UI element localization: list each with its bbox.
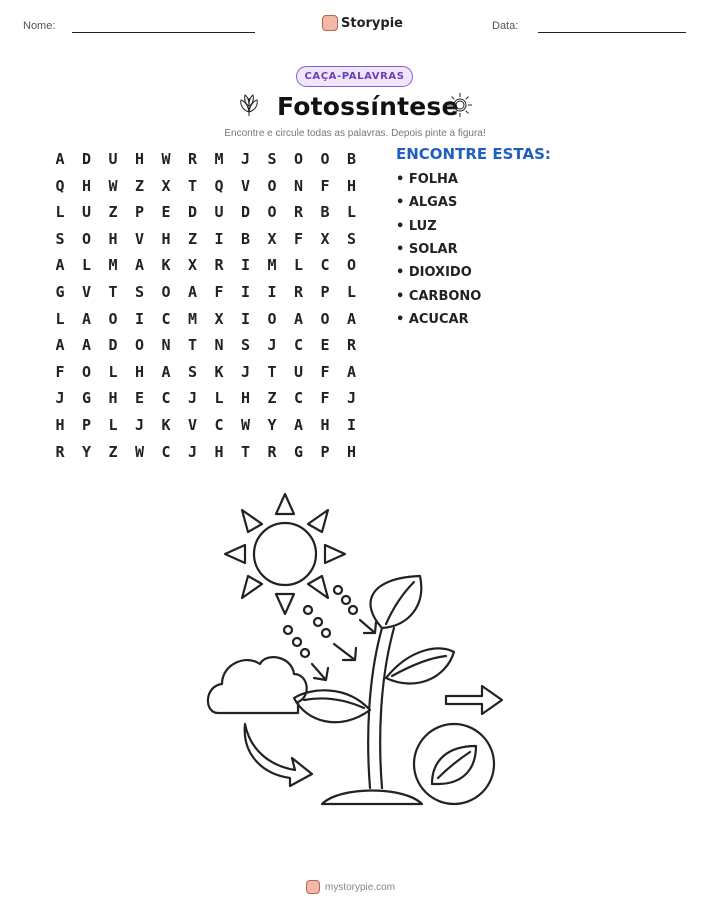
grid-letter[interactable]: C bbox=[320, 256, 330, 275]
grid-letter[interactable]: T bbox=[187, 176, 198, 195]
grid-letter[interactable]: L bbox=[108, 362, 118, 381]
grid-letter[interactable]: H bbox=[108, 389, 118, 408]
grid-letter[interactable]: Z bbox=[134, 176, 145, 195]
grid-letter[interactable]: F bbox=[55, 362, 65, 381]
grid-letter[interactable]: U bbox=[214, 203, 224, 222]
name-line[interactable] bbox=[72, 32, 255, 33]
grid-letter[interactable]: A bbox=[293, 416, 304, 434]
name-label: Nome: bbox=[23, 20, 56, 32]
grid-letter[interactable]: Z bbox=[267, 389, 277, 408]
date-line[interactable] bbox=[538, 32, 686, 33]
grid-letter[interactable]: P bbox=[134, 203, 145, 222]
grid-letter[interactable]: H bbox=[346, 176, 357, 195]
grid-letter[interactable]: I bbox=[240, 309, 251, 328]
grid-letter[interactable]: C bbox=[161, 309, 171, 328]
grid-letter[interactable]: F bbox=[320, 362, 330, 381]
grid-letter[interactable]: S bbox=[187, 362, 198, 381]
grid-letter[interactable]: A bbox=[81, 336, 92, 355]
grid-letter[interactable]: J bbox=[134, 416, 145, 434]
grid-letter[interactable]: E bbox=[320, 336, 330, 355]
grid-letter[interactable]: O bbox=[267, 203, 277, 222]
grid-letter[interactable]: T bbox=[108, 283, 118, 301]
grid-letter[interactable]: A bbox=[55, 150, 65, 168]
grid-letter[interactable]: O bbox=[293, 150, 304, 168]
grid-letter[interactable]: M bbox=[187, 309, 198, 328]
brand-logo bbox=[322, 14, 403, 32]
grid-letter[interactable]: H bbox=[55, 416, 65, 434]
grid-letter[interactable]: R bbox=[267, 442, 277, 461]
instructions: Encontre e circule todas as palavras. Depois pinte a figura! bbox=[224, 128, 486, 139]
grid-letter[interactable]: I bbox=[240, 283, 251, 301]
grid-letter[interactable]: G bbox=[55, 283, 65, 301]
grid-letter[interactable]: P bbox=[320, 442, 330, 461]
grid-letter[interactable]: X bbox=[320, 229, 330, 248]
grid-letter[interactable]: T bbox=[240, 442, 251, 461]
word-list-item: • SOLAR bbox=[396, 241, 458, 257]
grid-letter[interactable]: E bbox=[161, 203, 171, 222]
grid-letter[interactable]: A bbox=[55, 256, 65, 275]
grid-letter[interactable]: S bbox=[134, 283, 145, 301]
grid-letter[interactable]: A bbox=[161, 362, 171, 381]
sun-circle bbox=[254, 523, 316, 585]
grid-letter[interactable]: S bbox=[267, 150, 277, 168]
grid-letter[interactable]: O bbox=[81, 229, 92, 248]
grid-letter[interactable]: O bbox=[81, 362, 92, 381]
grid-letter[interactable]: K bbox=[161, 416, 171, 434]
word-list-item: • FOLHA bbox=[396, 172, 458, 187]
grid-letter[interactable]: H bbox=[320, 416, 330, 434]
grid-letter[interactable]: T bbox=[187, 336, 198, 355]
grid-letter[interactable]: H bbox=[81, 176, 92, 195]
footer-brand bbox=[306, 880, 395, 894]
grid-letter[interactable]: X bbox=[161, 176, 171, 195]
grid-letter[interactable]: H bbox=[240, 389, 251, 408]
grid-letter[interactable]: L bbox=[214, 389, 224, 408]
grid-letter[interactable]: W bbox=[108, 176, 118, 195]
grid-letter[interactable]: V bbox=[240, 176, 251, 195]
grid-letter[interactable]: X bbox=[267, 229, 277, 248]
grid-letter[interactable]: D bbox=[108, 336, 118, 355]
grid-letter[interactable]: S bbox=[346, 229, 357, 248]
grid-letter[interactable]: D bbox=[81, 150, 92, 168]
grid-letter[interactable]: J bbox=[240, 150, 251, 168]
grid-letter[interactable]: W bbox=[134, 442, 145, 461]
grid-letter[interactable]: C bbox=[161, 442, 171, 461]
word-list-title: ENCONTRE ESTAS: bbox=[396, 145, 551, 163]
photosynthesis-illustration bbox=[200, 488, 510, 818]
grid-letter[interactable]: G bbox=[293, 442, 304, 461]
grid-letter[interactable]: N bbox=[214, 336, 224, 355]
grid-letter[interactable]: H bbox=[161, 229, 171, 248]
grid-letter[interactable]: O bbox=[108, 309, 118, 328]
grid-letter[interactable]: R bbox=[346, 336, 357, 355]
grid-letter[interactable]: L bbox=[108, 416, 118, 434]
grid-letter[interactable]: Q bbox=[55, 176, 65, 195]
grid-letter[interactable]: H bbox=[134, 150, 145, 168]
grid-letter[interactable]: C bbox=[293, 389, 304, 408]
grid-letter[interactable]: F bbox=[320, 389, 330, 408]
grid-letter[interactable]: T bbox=[267, 362, 277, 381]
grid-letter[interactable]: C bbox=[161, 389, 171, 408]
plant-leaf-icon bbox=[236, 92, 262, 118]
grid-letter[interactable]: G bbox=[81, 389, 92, 408]
grid-letter[interactable]: N bbox=[161, 336, 171, 355]
word-list-item: • ALGAS bbox=[396, 195, 458, 211]
grid-letter[interactable]: O bbox=[161, 283, 171, 301]
grid-letter[interactable]: A bbox=[346, 309, 357, 328]
grid-letter[interactable]: W bbox=[161, 150, 171, 168]
grid-letter[interactable]: L bbox=[346, 203, 357, 222]
grid-letter[interactable]: O bbox=[267, 309, 277, 328]
grid-letter[interactable]: A bbox=[134, 256, 145, 275]
grid-letter[interactable]: H bbox=[108, 229, 118, 248]
date-label: Data: bbox=[492, 20, 519, 32]
grid-letter[interactable]: U bbox=[293, 362, 304, 381]
grid-letter[interactable]: U bbox=[108, 150, 118, 168]
grid-letter[interactable]: C bbox=[293, 336, 304, 355]
grid-letter[interactable]: V bbox=[187, 416, 198, 434]
page-title: Fotossíntese bbox=[277, 92, 459, 121]
grid-letter[interactable]: U bbox=[81, 203, 92, 222]
grid-letter[interactable]: I bbox=[134, 309, 145, 328]
grid-letter[interactable]: A bbox=[346, 362, 357, 381]
grid-letter[interactable]: I bbox=[267, 283, 277, 301]
footer-site[interactable]: mystorypie.com bbox=[325, 881, 396, 893]
grid-letter[interactable]: X bbox=[214, 309, 224, 328]
grid-letter[interactable]: R bbox=[214, 256, 224, 275]
grid-letter[interactable]: A bbox=[293, 309, 304, 328]
grid-letter[interactable]: J bbox=[55, 389, 65, 408]
grid-letter[interactable]: A bbox=[81, 309, 92, 328]
grid-letter[interactable]: I bbox=[214, 229, 224, 248]
grid-letter[interactable]: L bbox=[81, 256, 92, 275]
grid-letter[interactable]: P bbox=[320, 283, 330, 301]
grid-letter[interactable]: L bbox=[346, 283, 357, 301]
grid-letter[interactable]: W bbox=[240, 416, 251, 434]
grid-letter[interactable]: M bbox=[108, 256, 118, 275]
grid-letter[interactable]: A bbox=[55, 336, 65, 355]
grid-letter[interactable]: D bbox=[187, 203, 198, 222]
grid-letter[interactable]: M bbox=[267, 256, 277, 275]
grid-letter[interactable]: S bbox=[55, 229, 65, 248]
grid-letter[interactable]: K bbox=[161, 256, 171, 275]
word-list-item: • CARBONO bbox=[396, 288, 482, 304]
grid-letter[interactable]: L bbox=[293, 256, 304, 275]
grid-letter[interactable]: L bbox=[55, 203, 65, 222]
grid-letter[interactable]: H bbox=[134, 362, 145, 381]
grid-letter[interactable]: H bbox=[346, 442, 357, 461]
grid-letter[interactable]: Z bbox=[108, 442, 118, 461]
grid-letter[interactable]: B bbox=[346, 150, 357, 168]
grid-letter[interactable]: X bbox=[187, 256, 198, 275]
grid-letter[interactable]: Z bbox=[108, 203, 118, 222]
storypie-footer-logo-icon bbox=[306, 880, 320, 894]
grid-letter[interactable]: J bbox=[187, 442, 198, 461]
grid-letter[interactable]: J bbox=[187, 389, 198, 408]
brand-name: Storypie bbox=[341, 15, 403, 31]
grid-letter[interactable]: B bbox=[320, 203, 330, 222]
grid-letter[interactable]: Z bbox=[187, 229, 198, 248]
grid-letter[interactable]: F bbox=[320, 176, 330, 195]
grid-letter[interactable]: V bbox=[134, 229, 145, 248]
grid-letter[interactable]: O bbox=[134, 336, 145, 355]
grid-letter[interactable]: J bbox=[240, 362, 251, 381]
word-list-item: • ACUCAR bbox=[396, 311, 469, 327]
grid-letter[interactable]: R bbox=[187, 150, 198, 168]
grid-letter[interactable]: F bbox=[214, 283, 224, 301]
grid-letter[interactable]: J bbox=[267, 336, 277, 355]
grid-letter[interactable]: R bbox=[293, 203, 304, 222]
grid-letter[interactable]: A bbox=[187, 283, 198, 301]
grid-letter[interactable]: O bbox=[320, 309, 330, 328]
grid-letter[interactable]: H bbox=[214, 442, 224, 461]
grid-letter[interactable]: O bbox=[267, 176, 277, 195]
activity-badge: CAÇA-PALAVRAS bbox=[296, 66, 413, 87]
grid-letter[interactable]: M bbox=[214, 150, 224, 168]
grid-letter[interactable]: K bbox=[214, 362, 224, 381]
grid-letter[interactable]: O bbox=[320, 150, 330, 168]
grid-letter[interactable]: Q bbox=[214, 176, 224, 195]
grid-letter[interactable]: R bbox=[293, 283, 304, 301]
word-list-item: • DIOXIDO bbox=[396, 265, 472, 281]
storypie-logo-icon bbox=[322, 15, 338, 31]
grid-letter[interactable]: O bbox=[346, 256, 357, 275]
grid-letter[interactable]: S bbox=[240, 336, 251, 355]
grid-letter[interactable]: I bbox=[346, 416, 357, 434]
grid-letter[interactable]: C bbox=[214, 416, 224, 434]
grid-letter[interactable]: Y bbox=[267, 416, 277, 434]
grid-letter[interactable]: R bbox=[55, 442, 65, 461]
grid-letter[interactable]: I bbox=[240, 256, 251, 275]
grid-letter[interactable]: L bbox=[55, 309, 65, 328]
grid-letter[interactable]: Y bbox=[81, 442, 92, 461]
grid-letter[interactable]: B bbox=[240, 229, 251, 248]
grid-letter[interactable]: E bbox=[134, 389, 145, 408]
word-list-item: • LUZ bbox=[396, 218, 437, 234]
sun-icon bbox=[447, 92, 473, 118]
grid-letter[interactable]: F bbox=[293, 229, 304, 248]
grid-letter[interactable]: V bbox=[81, 283, 92, 301]
grid-letter[interactable]: D bbox=[240, 203, 251, 222]
grid-letter[interactable]: P bbox=[81, 416, 92, 434]
grid-letter[interactable]: J bbox=[346, 389, 357, 408]
grid-letter[interactable]: N bbox=[293, 176, 304, 195]
